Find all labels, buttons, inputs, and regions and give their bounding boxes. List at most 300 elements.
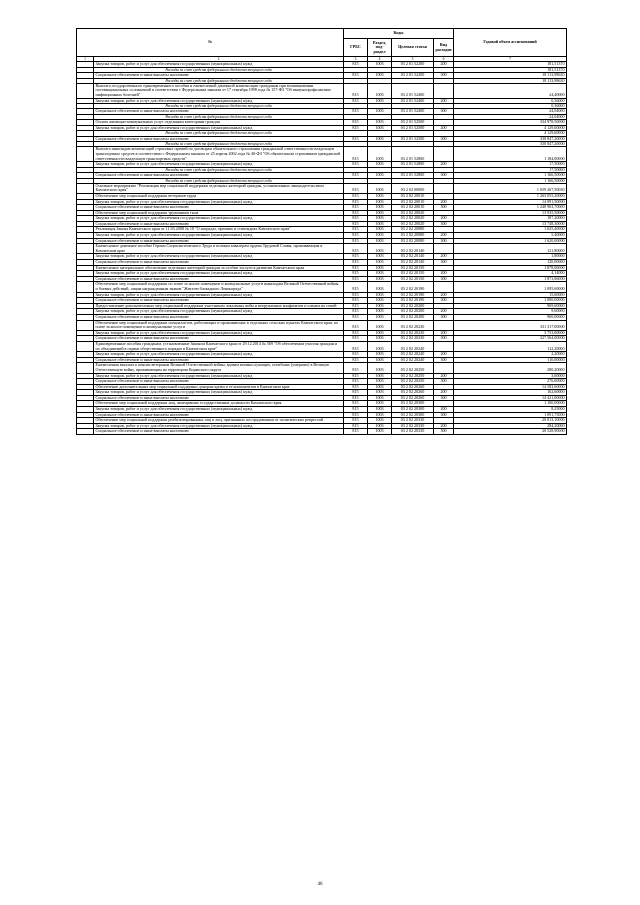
row-section: 1003 [368,210,392,216]
row-description: Социальное обеспечение и иные выплаты населению [94,221,344,227]
table-row [77,320,567,330]
budget-allocation-table [76,28,567,435]
row-target-article: 03 2 02 20250 [392,373,434,379]
row-expense-type: 200 [434,199,454,205]
row-amount: 1 878,00000 [454,265,567,271]
row-description: Обеспечение мер социальной поддержки тружеников тыла [94,210,344,216]
row-number-cell [77,183,94,193]
header-codes: Коды [344,29,454,39]
row-description: Социальное обеспечение и иные выплаты населению [94,429,344,435]
row-grbs: 815 [344,357,368,363]
row-amount: 276,60000 [454,379,567,385]
funding-source-text: Расходы за счет средств федерального бюджета текущего года [94,131,344,136]
row-description: Закупка товаров, работ и услуг для обеспечения государственных (муниципальных) нужд [94,254,344,260]
row-amount: 1 873,86000 [454,276,567,282]
row-section: 1003 [368,276,392,282]
row-target-article: 03 2 02 20010 [392,199,434,205]
row-section: 1003 [368,216,392,222]
row-section: 1003 [368,373,392,379]
row-section: 1003 [368,221,392,227]
row-grbs: 815 [344,423,368,429]
row-amount: 330 847,20000 [454,136,567,142]
row-section: 1003 [368,120,392,126]
row-section: 1003 [368,98,392,104]
row-expense-type [434,147,454,162]
row-target-article: 03 2 02 20190 [392,292,434,298]
row-amount: 17,50000 [454,167,567,172]
row-section: 1003 [368,352,392,358]
row-section: 1003 [368,357,392,363]
row-grbs: 815 [344,147,368,162]
row-grbs: 815 [344,390,368,396]
row-target-article: 03 2 02 20140 [392,254,434,260]
row-grbs: 815 [344,62,368,68]
row-expense-type: 200 [434,125,454,131]
row-description: Закупка товаров, работ и услуг для обеспечения государственных (муниципальных) нужд [94,373,344,379]
row-grbs: 815 [344,401,368,407]
row-description: Обеспечение мер социальной поддержки лиц, замещавших государственные должности Камчатского края [94,401,344,407]
row-description: Обеспечение мер социальной поддержки специалистов, работающих и проживающих в отдельных сельских пунктах Камчатского края, по плате за жилое помещение и коммунальные услуги [94,320,344,330]
row-section: 1003 [368,199,392,205]
row-description: Закупка товаров, работ и услуг для обеспечения государственных (муниципальных) нужд [94,271,344,277]
row-grbs: 815 [344,244,368,254]
row-target-article: 03 2 01 52400 [392,98,434,104]
funding-source-text: Расходы за счет средств федерального бюджета текущего года [94,78,344,83]
row-target-article: 03 2 02 20010 [392,193,434,199]
row-target-article: 03 2 02 20080 [392,227,434,233]
row-description: Закупка товаров, работ и услуг для обеспечения государственных (муниципальных) нужд [94,407,344,413]
row-amount: 120,00000 [454,260,567,266]
row-target-article: 03 2 01 52800 [392,162,434,168]
row-amount: 18 113,98630 [454,78,567,83]
row-grbs: 815 [344,183,368,193]
row-grbs: 815 [344,162,368,168]
row-grbs: 815 [344,330,368,336]
row-description: Закупка товаров, работ и услуг для обеспечения государственных (муниципальных) нужд [94,390,344,396]
row-target-article: 03 2 02 20250 [392,379,434,385]
funding-source-text: Расходы за счет средств федерального бюджета текущего года [94,142,344,147]
row-number-cell [77,244,94,254]
row-amount: 110,00000 [454,357,567,363]
row-section: 1003 [368,265,392,271]
row-section: 1003 [368,193,392,199]
row-grbs: 815 [344,210,368,216]
row-description: Ежемесячная выплата к пенсии ветеранам Великой Отечественной войны, вдовам военнослужащих, погибших (умерших) в Великую Отечественную войну, проживающим на территории Корякского округа [94,363,344,373]
row-grbs: 815 [344,418,368,424]
row-expense-type: 300 [434,109,454,115]
column-number: 5 [392,57,434,62]
row-target-article: 03 2 02 20150 [392,265,434,271]
row-number-cell [77,282,94,292]
row-description: Закупка товаров, работ и услуг для обеспечения государственных (муниципальных) нужд [94,292,344,298]
row-amount: 187,20000 [454,216,567,222]
row-amount: 18 113,98630 [454,73,567,79]
row-description: Единовременные пособия гражданам, установленные Законом Камчатского края от 29.12.2014 № 569 "Об обеспечении участия граждан и их объединений в охране общественного порядка в Камчатском крае" [94,341,344,351]
row-section: 1003 [368,363,392,373]
row-amount: 960,00000 [454,314,567,320]
row-target-article: 03 2 02 20200 [392,303,434,309]
row-target-article: 03 2 02 20200 [392,314,434,320]
row-section: 1003 [368,162,392,168]
row-number-cell [77,320,94,330]
row-description: Социальное обеспечение и иные выплаты населению [94,73,344,79]
column-number: 1 [77,57,94,62]
row-amount: 1 263 055,20000 [454,193,567,199]
row-description: Ежемесячное материальное обеспечение отдельных категорий граждан за особые заслуги в развитии Камчатского края [94,265,344,271]
row-description: Предоставление дополнительных мер социальной поддержки участникам локальных войн и вооруженных конфликтов и членам их семей [94,303,344,309]
row-section: 1003 [368,379,392,385]
row-section: 1003 [368,309,392,315]
row-section: 1003 [368,244,392,254]
row-description: Социальное обеспечение и иные выплаты населению [94,379,344,385]
row-target-article: 03 2 01 52800 [392,172,434,178]
row-amount: 1 100,00000 [454,401,567,407]
row-target-article: 03 2 02 20080 [392,233,434,239]
row-section: 1003 [368,418,392,424]
table-body [77,62,567,435]
row-expense-type: 300 [434,314,454,320]
row-amount: 24,04000 [454,114,567,119]
row-description: Социальное обеспечение и иные выплаты населению [94,260,344,266]
row-amount: 181,51370 [454,62,567,68]
row-description: Выплата инвалидам компенсаций страховых премий по договорам обязательного страхования гражданской ответственности владельцев транспортных средств в соответствии с Федеральным законом от 25 апреля 2002 года № 40-ФЗ "Об обязательном страховании гражданской ответственности владельцев транспортных средств" [94,147,344,162]
table-row [77,282,567,292]
row-section: 1003 [368,227,392,233]
row-target-article: 03 2 02 20190 [392,282,434,292]
row-section: 1003 [368,401,392,407]
row-description: Закупка товаров, работ и услуг для обеспечения государственных (муниципальных) нужд [94,309,344,315]
row-amount: 9,60000 [454,309,567,315]
row-expense-type: 200 [434,292,454,298]
row-description: Обеспечение мер социальной поддержки ветеранов труда [94,193,344,199]
row-amount: 1 091,75000 [454,412,567,418]
row-description: Закупка товаров, работ и услуг для обеспечения государственных (муниципальных) нужд [94,98,344,104]
row-target-article: 03 2 02 20150 [392,276,434,282]
row-amount: 13 748,30000 [454,221,567,227]
row-target-article: 03 2 02 20190 [392,298,434,304]
row-grbs: 815 [344,271,368,277]
row-description: Социальное обеспечение и иные выплаты населению [94,238,344,244]
header-target-article: Целевая статья [392,39,434,57]
row-expense-type: 200 [434,330,454,336]
row-grbs: 815 [344,216,368,222]
row-section: 1003 [368,423,392,429]
row-section: 1003 [368,136,392,142]
row-target-article: 03 2 01 52400 [392,109,434,115]
row-description: Закупка товаров, работ и услуг для обеспечения государственных (муниципальных) нужд [94,199,344,205]
row-grbs: 815 [344,314,368,320]
row-description: Социальное обеспечение и иные выплаты населению [94,395,344,401]
row-target-article: 03 2 02 20080 [392,238,434,244]
row-amount: 24,40000 [454,83,567,98]
row-expense-type: 200 [434,254,454,260]
row-target-article: 03 2 02 20260 [392,395,434,401]
column-number: 4 [368,57,392,62]
row-section: 1003 [368,395,392,401]
row-target-article: 03 2 02 20260 [392,384,434,390]
row-expense-type: 300 [434,221,454,227]
row-grbs: 815 [344,172,368,178]
row-description: Реализация Закона Камчатского края от 11.03.2008 № 18 "О наградах, премиях и стипендиях Камчатского края" [94,227,344,233]
row-amount: 14 583,60000 [454,384,567,390]
row-grbs: 815 [344,109,368,115]
row-section: 1003 [368,314,392,320]
row-amount: 121,80000 [454,244,567,254]
row-amount: 181,51370 [454,67,567,72]
row-amount: 1 659 267,50030 [454,183,567,193]
row-description: Оплата жилищно-коммунальных услуг отдельным категориям граждан [94,120,344,126]
row-grbs: 815 [344,429,368,435]
row-expense-type: 300 [434,429,454,435]
row-section: 1003 [368,303,392,309]
row-grbs: 815 [344,73,368,79]
row-target-article: 03 2 02 20330 [392,423,434,429]
row-amount: 14 091,50000 [454,199,567,205]
row-amount: 15,60000 [454,292,567,298]
row-amount: 4,14000 [454,271,567,277]
row-amount: 330 847,20000 [454,142,567,147]
row-grbs: 815 [344,395,368,401]
row-amount: 4 129,60000 [454,125,567,131]
header-grbs: ГРБС [344,39,368,57]
row-section: 1003 [368,384,392,390]
row-expense-type [434,341,454,351]
row-section: 1003 [368,62,392,68]
row-number-cell [77,83,94,98]
row-target-article: 03 2 01 52500 [392,125,434,131]
row-description: Закупка товаров, работ и услуг для обеспечения государственных (муниципальных) нужд [94,352,344,358]
row-section: 1003 [368,407,392,413]
column-number: 3 [344,57,368,62]
row-description: Закупка товаров, работ и услуг для обеспечения государственных (муниципальных) нужд [94,330,344,336]
row-grbs: 815 [344,303,368,309]
row-expense-type: 300 [434,73,454,79]
row-grbs: 815 [344,83,368,98]
row-amount: 1 248 963,70000 [454,205,567,211]
row-target-article: 03 2 02 20250 [392,363,434,373]
row-amount: 5,40000 [454,233,567,239]
table-row [77,244,567,254]
row-section: 1003 [368,298,392,304]
row-target-article: 03 2 02 20300 [392,412,434,418]
row-description: Выплата государственного единовременного пособия и ежемесячной денежной компенсации гражданам при возникновении поствакцинальных осложнений в соответствии с Федеральным законом от 17 сентября 1998 года № 157-ФЗ "Об иммунопрофилактике инфекционных болезней" [94,83,344,98]
row-grbs: 815 [344,199,368,205]
row-expense-type: 300 [434,276,454,282]
row-section: 1003 [368,205,392,211]
row-section: 1003 [368,429,392,435]
row-expense-type: 300 [434,136,454,142]
row-grbs: 815 [344,98,368,104]
row-grbs: 815 [344,320,368,330]
row-section: 1003 [368,147,392,162]
column-number: 6 [434,57,454,62]
row-expense-type: 300 [434,238,454,244]
row-target-article: 03 2 02 20140 [392,244,434,254]
row-section: 1003 [368,341,392,351]
row-target-article: 03 2 02 20010 [392,205,434,211]
row-grbs: 815 [344,384,368,390]
row-section: 1003 [368,109,392,115]
row-expense-type: 200 [434,162,454,168]
row-target-article: 03 2 01 52200 [392,73,434,79]
row-description: Закупка товаров, работ и услуг для обеспечения государственных (муниципальных) нужд [94,423,344,429]
row-target-article: 03 2 01 52400 [392,83,434,98]
row-grbs: 815 [344,363,368,373]
row-amount: 327 564,00000 [454,336,567,342]
row-amount: 3 753,00000 [454,330,567,336]
row-section: 1003 [368,282,392,292]
row-expense-type [434,183,454,193]
row-expense-type [434,363,454,373]
table-row [77,363,567,373]
row-section: 1003 [368,238,392,244]
column-number: 7 [454,57,567,62]
row-amount: 13 935,50000 [454,210,567,216]
row-grbs: 815 [344,352,368,358]
row-section: 1003 [368,320,392,330]
row-grbs: 815 [344,379,368,385]
row-grbs: 815 [344,373,368,379]
row-description: Социальное обеспечение и иные выплаты населению [94,109,344,115]
row-expense-type: 300 [434,412,454,418]
row-expense-type: 300 [434,172,454,178]
row-expense-type: 200 [434,352,454,358]
header-section: Раздел, под- раздел [368,39,392,57]
row-grbs: 815 [344,336,368,342]
funding-source-text: Расходы за счет средств федерального бюджета текущего года [94,104,344,109]
row-expense-type: 300 [434,298,454,304]
row-expense-type: 200 [434,309,454,315]
row-target-article: 03 2 02 20230 [392,320,434,330]
row-expense-type [434,244,454,254]
row-amount: 1 625,40000 [454,227,567,233]
row-amount: 17,50000 [454,162,567,168]
row-expense-type: 200 [434,62,454,68]
header-num: № [77,29,344,57]
row-description: Социальное обеспечение и иные выплаты населению [94,336,344,342]
row-amount: 0,36000 [454,104,567,109]
row-description: Закупка товаров, работ и услуг для обеспечения государственных (муниципальных) нужд [94,162,344,168]
row-description: Социальное обеспечение и иные выплаты населению [94,412,344,418]
row-grbs: 815 [344,265,368,271]
row-description: Закупка товаров, работ и услуг для обеспечения государственных (муниципальных) нужд [94,216,344,222]
row-target-article: 03 2 02 20300 [392,407,434,413]
row-number-cell [77,363,94,373]
row-amount: 284,20000 [454,423,567,429]
budget-document-page [76,28,566,435]
row-expense-type [434,83,454,98]
row-expense-type: 300 [434,357,454,363]
row-target-article: 03 2 02 20230 [392,336,434,342]
row-grbs: 815 [344,193,368,199]
row-target-article: 03 2 02 20020 [392,210,434,216]
page-number: 46 [317,882,323,887]
row-expense-type [434,320,454,330]
row-expense-type: 200 [434,407,454,413]
row-description: Обеспечение мер социальной поддержки по плате за жилое помещение и коммунальные услуги инвалидам Великой Отечественной войны и боевых действий, лицам награжденным знаком "Жителю блокадного Ленинграда" [94,282,344,292]
row-section: 1003 [368,254,392,260]
row-target-article: 03 2 02 20240 [392,357,434,363]
row-section: 1003 [368,83,392,98]
row-grbs: 815 [344,205,368,211]
row-target-article: 03 2 02 20300 [392,401,434,407]
row-description: Закупка товаров, работ и услуг для обеспечения государственных (муниципальных) нужд [94,233,344,239]
row-target-article: 03 2 02 20330 [392,418,434,424]
row-section: 1003 [368,412,392,418]
row-amount: 4 129,60000 [454,131,567,136]
row-target-article: 03 2 02 20200 [392,309,434,315]
row-amount: 0,36000 [454,98,567,104]
table-row [77,83,567,98]
row-grbs: 815 [344,233,368,239]
row-section: 1003 [368,260,392,266]
row-expense-type: 200 [434,233,454,239]
row-amount: 969,60000 [454,303,567,309]
row-expense-type [434,282,454,292]
row-amount: 112,20000 [454,341,567,351]
row-description: Закупка товаров, работ и услуг для обеспечения государственных (муниципальных) нужд [94,62,344,68]
row-amount: 8,25000 [454,407,567,413]
row-target-article: 03 2 02 20240 [392,352,434,358]
row-grbs: 815 [344,309,368,315]
row-target-article: 03 2 02 20260 [392,390,434,396]
row-grbs: 815 [344,136,368,142]
row-description: Социальное обеспечение и иные выплаты населению [94,298,344,304]
row-expense-type: 300 [434,379,454,385]
row-grbs: 815 [344,125,368,131]
row-target-article: 03 2 01 52500 [392,120,434,126]
row-grbs: 815 [344,407,368,413]
row-target-article: 03 2 01 52200 [392,62,434,68]
row-target-article: 03 2 02 20140 [392,260,434,266]
row-grbs: 815 [344,254,368,260]
row-grbs: 815 [344,298,368,304]
header-expense-type: Вид расходов [434,39,454,57]
row-description: Социальное обеспечение и иные выплаты населению [94,357,344,363]
row-expense-type: 200 [434,98,454,104]
row-section: 1003 [368,271,392,277]
row-expense-type: 200 [434,423,454,429]
table-row [77,147,567,162]
row-amount: 1 166,50000 [454,178,567,183]
row-amount: 20 813,10000 [454,418,567,424]
row-section: 1003 [368,125,392,131]
row-amount: 1 184,00000 [454,147,567,162]
row-target-article: 03 2 02 20240 [392,341,434,351]
row-amount: 1 620,00000 [454,238,567,244]
funding-source-text: Расходы за счет средств федерального бюджета текущего года [94,167,344,172]
row-expense-type: 300 [434,336,454,342]
funding-source-text: Расходы за счет средств федерального бюджета текущего года [94,178,344,183]
row-amount: 280,20000 [454,363,567,373]
row-target-article: 03 2 01 52500 [392,136,434,142]
row-number-cell [77,341,94,351]
row-grbs: 815 [344,412,368,418]
row-section: 1003 [368,172,392,178]
column-number: 2 [94,57,344,62]
row-section: 1003 [368,336,392,342]
row-amount: 24,04000 [454,109,567,115]
row-target-article: 03 2 02 20150 [392,271,434,277]
row-expense-type: 200 [434,216,454,222]
table-row [77,429,567,435]
row-grbs: 815 [344,341,368,351]
row-section: 1003 [368,233,392,239]
row-section: 1003 [368,292,392,298]
row-amount: 20 528,90000 [454,429,567,435]
row-grbs: 815 [344,292,368,298]
row-expense-type: 300 [434,205,454,211]
